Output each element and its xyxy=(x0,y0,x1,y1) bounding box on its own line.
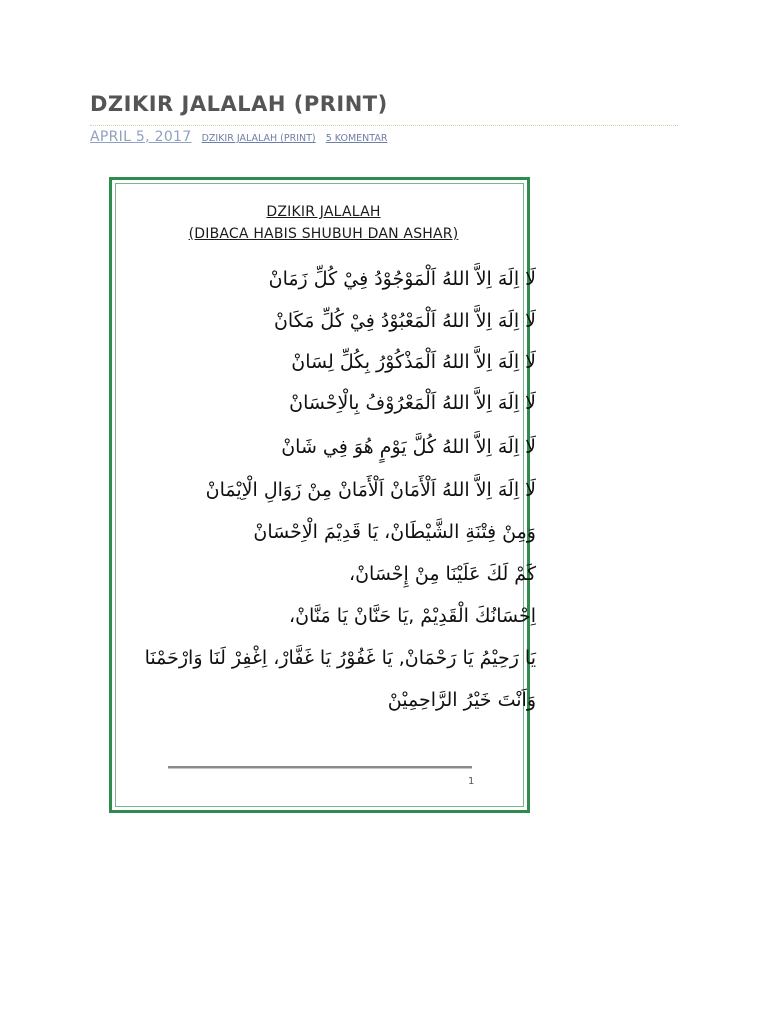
dzikir-line: وَاَنْتَ خَيْرُ الرَّاحِمِيْنْ xyxy=(387,689,536,711)
dzikir-line: لَا اِلَهَ اِلاَّ اللهُ اَلْمَذْكُوْرُ بِكُلِّ لِسَانْ xyxy=(291,351,536,373)
dzikir-line: اِحْسَانُكَ الْقَدِيْمْ ,يَا حَنَّانْ يَا مَنَّانْ، xyxy=(288,605,536,627)
post-date-link[interactable]: APRIL 5, 2017 xyxy=(90,129,192,145)
dzikir-line: لَا اِلَهَ اِلاَّ اللهُ اَلْأَمَانْ اَلْأَمَانْ مِنْ زَوَالِ الْاِيْمَانْ xyxy=(205,479,536,501)
document-image xyxy=(109,177,536,813)
document-inner-border xyxy=(115,183,536,807)
dzikir-line: وَمِنْ فِتْنَةِ الشَّيْطَانْ، يَا قَدِيْمَ الْاِحْسَانْ xyxy=(253,521,536,543)
document-title: DZIKIR JALALAH xyxy=(266,204,381,220)
dzikir-line: كَمْ لَكَ عَلَيْنَا مِنْ إِحْسَانْ، xyxy=(348,563,536,585)
comments-link[interactable]: 5 KOMENTAR xyxy=(325,133,388,144)
post-meta xyxy=(90,126,387,145)
dzikir-line: لَا اِلَهَ اِلاَّ اللهُ اَلْمَوْجُوْدُ فِيْ كُلِّ زَمَانْ xyxy=(268,268,536,290)
dzikir-line: لَا اِلَهَ اِلاَّ اللهُ اَلْمَعْرُوْفُ بِالْاِحْسَانْ xyxy=(289,392,536,414)
dzikir-line: لَا اِلَهَ اِلاَّ اللهُ اَلْمَعْبُوْدُ فِيْ كُلِّ مَكَانْ xyxy=(273,310,536,332)
dzikir-line: لَا اِلَهَ اِلاَّ اللهُ كُلَّ يَوْمٍ هُوَ فِي شَانْ xyxy=(281,436,536,458)
page-number: 1 xyxy=(468,776,475,787)
post-category-link[interactable]: DZIKIR JALALAH (PRINT) xyxy=(201,133,316,144)
footer-rule xyxy=(168,766,472,769)
document-subtitle: (DIBACA HABIS SHUBUH DAN ASHAR) xyxy=(188,226,459,242)
dzikir-line: يَا رَحِيْمُ يَا رَحْمَانْ, يَا غَفُوْرُ يَا غَفَّارْ، اِغْفِرْ لَنَا وَارْحَمْنَا xyxy=(144,647,536,669)
post-title: DZIKIR JALALAH (PRINT) xyxy=(90,92,388,116)
